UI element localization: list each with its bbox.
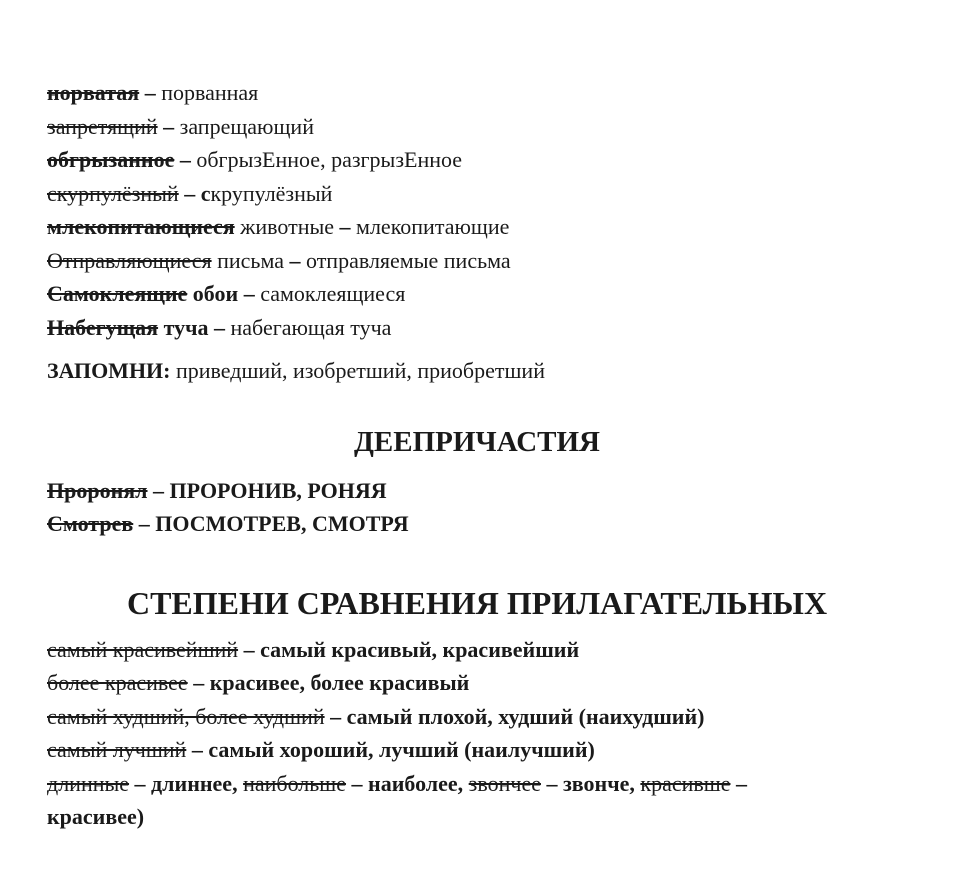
dash: – — [334, 214, 357, 239]
correct-form: самоклеящиеся — [260, 281, 406, 306]
participles-list — [47, 76, 927, 344]
list-item — [47, 474, 927, 508]
noun: обои — [187, 281, 239, 306]
dash: – — [178, 180, 201, 206]
wrong-form: Проронял — [47, 477, 148, 503]
list-item-continuation — [47, 800, 927, 834]
wrong-form: Набегущая — [47, 314, 159, 340]
correct-form: красивее) — [47, 804, 145, 829]
wrong-form: длинные — [47, 770, 130, 796]
dash: – — [730, 770, 747, 796]
correct-form: запрещающий — [179, 113, 314, 139]
correct-form: – самый хороший, лучший (наилучший) — [186, 737, 595, 762]
remember-label: ЗАПОМНИ: — [47, 358, 171, 383]
remember-text: приведший, изобретший, приобретший — [170, 358, 545, 383]
dash: – — [283, 247, 306, 273]
wrong-form: млекопитающиеся — [47, 214, 235, 239]
list-item — [47, 633, 927, 667]
noun: животные — [234, 214, 335, 239]
correct-form: – звонче, — [540, 770, 641, 796]
wrong-form: самый красивейший — [47, 636, 239, 662]
gerunds-list — [47, 474, 927, 541]
dash: – — [208, 314, 231, 340]
correct-form: набегающая туча — [230, 314, 392, 340]
wrong-form: звончее — [468, 770, 541, 796]
correct-form: отправляемые письма — [305, 247, 511, 273]
correct-form: – ПОСМОТРЕВ, СМОТРЯ — [133, 511, 409, 536]
correct-form: обгрызЕнное, разгрызЕнное — [196, 147, 463, 172]
list-item — [47, 110, 927, 144]
list-item — [47, 700, 927, 734]
wrong-form: наибольше — [243, 770, 347, 796]
noun: письма — [211, 247, 284, 273]
document-page — [47, 76, 927, 834]
remember-note — [47, 354, 927, 388]
dash: – — [139, 80, 162, 105]
correct-form: – самый красивый, красивейший — [238, 636, 580, 662]
correct-form: крупулёзный — [210, 180, 333, 206]
heading-comparison: СТЕПЕНИ СРАВНЕНИЯ ПРИЛАГАТЕЛЬНЫХ — [126, 584, 828, 621]
correct-form: – наиболее, — [346, 770, 469, 796]
wrong-form: обгрызанное — [47, 147, 175, 172]
wrong-form: самый худший, более худший — [47, 703, 325, 729]
wrong-form: Отправляющиеся — [47, 247, 212, 273]
list-item — [47, 277, 927, 311]
correct-form-lead: с — [200, 180, 211, 206]
wrong-form: норватая — [47, 80, 140, 105]
list-item — [47, 143, 927, 177]
wrong-form: запретящий — [47, 113, 158, 139]
list-item — [47, 311, 927, 345]
list-item — [47, 210, 927, 244]
correct-form: – красивее, более красивый — [187, 670, 470, 695]
list-item — [47, 177, 927, 211]
list-item — [47, 76, 927, 110]
wrong-form: Смотрев — [47, 511, 134, 536]
wrong-form: более красивее — [47, 670, 188, 695]
correct-form: – длиннее, — [129, 770, 244, 796]
heading-gerunds: ДЕЕПРИЧАСТИЯ — [353, 425, 601, 458]
list-item — [47, 733, 927, 767]
dash: – — [238, 281, 261, 306]
dash: – — [157, 113, 180, 139]
dash: – — [174, 147, 197, 172]
noun: туча — [158, 314, 209, 340]
wrong-form: скурпулёзный — [47, 180, 179, 206]
correct-form: млекопитающие — [356, 214, 510, 239]
correct-form: – ПРОРОНИВ, РОНЯЯ — [147, 477, 387, 503]
list-item — [47, 244, 927, 278]
correct-form: – самый плохой, худший (наихудший) — [324, 703, 705, 729]
list-item — [47, 507, 927, 541]
wrong-form: Самоклеящие — [47, 281, 188, 306]
list-item-multi — [47, 767, 927, 801]
list-item — [47, 666, 927, 700]
wrong-form: красивше — [640, 770, 731, 796]
correct-form: порванная — [161, 80, 259, 105]
comparison-list — [47, 633, 927, 834]
wrong-form: самый лучший — [47, 737, 187, 762]
